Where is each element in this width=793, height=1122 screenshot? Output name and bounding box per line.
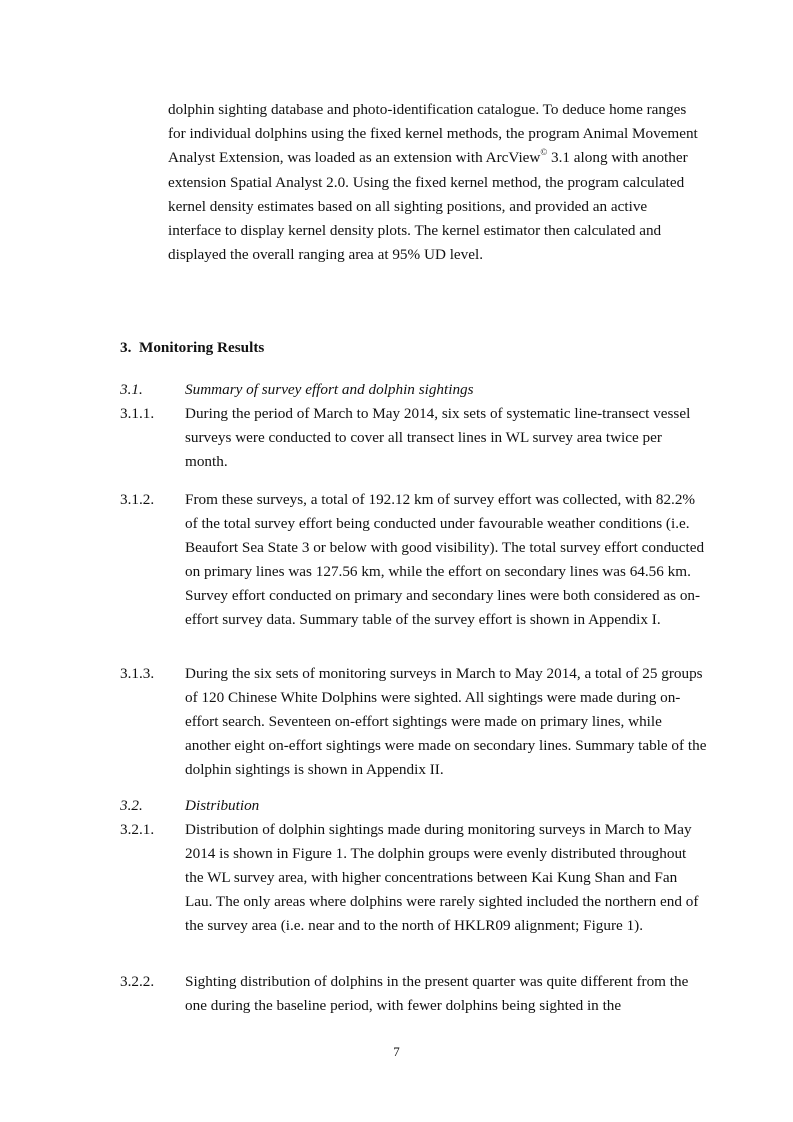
- subsection-number: 3.1.: [120, 381, 143, 398]
- paragraph-number: 3.1.1.: [120, 405, 155, 422]
- subsection-title: Summary of survey effort and dolphin sightings: [185, 381, 474, 398]
- paragraph-number: 3.2.1.: [120, 821, 155, 838]
- section-heading: 3. Monitoring Results: [120, 339, 265, 356]
- paragraph-text: Sighting distribution of dolphins in the present quarter was quite different from the one during the baseline period, with fewer dolphins being sighted in the: [185, 973, 689, 1014]
- paragraph-number: 3.1.2.: [120, 491, 155, 508]
- paragraph-text: During the period of March to May 2014, six sets of systematic line-transect vessel surveys were conducted to cover all transect lines in WL survey area twice per month.: [185, 405, 691, 470]
- paragraph-text: During the six sets of monitoring surveys in March to May 2014, a total of 25 groups of 120 Chinese White Dolphins were sighted. All sightings were made during on-effort search. Seventeen on-effort sightings were made on primary lines, while another eight on-effort sightings were made on secondary lines. Summary table of the dolphin sightings is shown in Appendix II.: [185, 665, 707, 778]
- paragraph-text: From these surveys, a total of 192.12 km of survey effort was collected, with 82.2% of the total survey effort being conducted under favourable weather conditions (i.e. Beaufort Sea State 3 or below with good visibility). The total survey effort conducted on primary lines was 127.56 km, while the effort on secondary lines was 64.56 km. Survey effort conducted on primary and secondary lines were both considered as on-effort survey data. Summary table of the survey effort is shown in Appendix I.: [185, 491, 705, 628]
- page-number: 7: [393, 1044, 400, 1059]
- paragraph-number: 3.1.3.: [120, 665, 155, 682]
- paragraph-text: Distribution of dolphin sightings made during monitoring surveys in March to May 2014 is shown in Figure 1. The dolphin groups were evenly distributed throughout the WL survey area, with higher concentrations between Kai Kung Shan and Fan Lau. The only areas where dolphins were rarely sighted included the northern end of the survey area (i.e. near and to the north of HKLR09 alignment; Figure 1).: [185, 821, 699, 934]
- paragraph-number: 3.2.2.: [120, 973, 155, 990]
- subsection-title: Distribution: [185, 797, 260, 814]
- subsection-number: 3.2.: [120, 797, 143, 814]
- copyright-superscript: ©: [540, 147, 548, 157]
- intro-paragraph: dolphin sighting database and photo-identification catalogue. To deduce home ranges for individual dolphins using the fixed kernel methods, the program Animal Movement Analyst Extension, was loaded as an extension with ArcView© 3.1 along with another extension Spatial Analyst 2.0. Using the fixed kernel method, the program calculated kernel density estimates based on all sighting positions, and provided an active interface to display kernel density plots. The kernel estimator then calculated and displayed the overall ranging area at 95% UD level.: [168, 101, 698, 263]
